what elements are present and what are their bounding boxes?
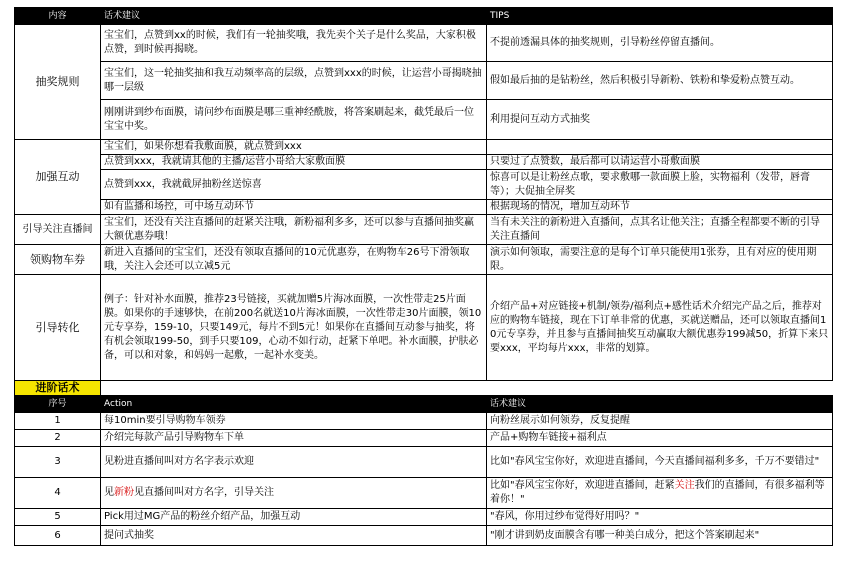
script-text: 我们的直播间，有很多福利等着你！" — [490, 480, 825, 505]
script-cell: 点赞到xxx，我就请其他的主播/运营小哥给大家敷面膜 — [101, 155, 487, 170]
category-conversion: 引导转化 — [15, 275, 101, 381]
advanced-script-cell: 向粉丝展示如何领券，反复提醒 — [487, 413, 833, 430]
table-row — [15, 509, 833, 526]
script-cell: 新进入直播间的宝宝们，还没有领取直播间的10元优惠券，在购物车26号下滑领取哦，关注入会还可以立减5元 — [101, 245, 487, 275]
table-row — [15, 245, 833, 275]
tip-cell: 只要过了点赞数，最后都可以请运营小哥敷面膜 — [487, 155, 833, 170]
table-row — [15, 155, 833, 170]
table-row — [15, 526, 833, 546]
tip-cell: 演示如何领取，需要注意的是每个订单只能使用1张券，且有对应的使用期限。 — [487, 245, 833, 275]
script-cell: 点赞到xxx，我就截屏抽粉丝送惊喜 — [101, 170, 487, 200]
highlight-new-fans: 新粉 — [114, 487, 134, 498]
category-lottery-rules: 抽奖规则 — [15, 25, 101, 140]
advanced-script-cell: "刚才讲到奶皮面膜含有哪一种美白成分，把这个答案刷起来" — [487, 526, 833, 546]
script-cell: 宝宝们，还没有关注直播间的赶紧关注哦，新粉福利多多，还可以参与直播间抽奖赢大额优惠券哦！ — [101, 215, 487, 245]
header-content: 内容 — [15, 8, 101, 25]
script-cell: 宝宝们，点赞到xx的时候，我们有一轮抽奖哦，我先卖个关子是什么奖品，大家积极点赞，到时候再揭晓。 — [101, 25, 487, 62]
advanced-script-cell: 比如"春风宝宝你好，欢迎进直播间，今天直播间福利多多，千万不要错过" — [487, 447, 833, 478]
table-row — [15, 100, 833, 140]
script-table-sheet — [14, 7, 832, 546]
action-cell — [101, 478, 487, 509]
table-row — [15, 62, 833, 100]
tip-cell: 利用提问互动方式抽奖 — [487, 100, 833, 140]
table-row — [15, 478, 833, 509]
advanced-header-num: 序号 — [15, 396, 101, 413]
action-text: 见直播间叫对方名字，引导关注 — [134, 487, 274, 498]
table-row — [15, 447, 833, 478]
script-text: 比如"春风宝宝你好，欢迎进直播间，赶紧 — [490, 480, 675, 491]
header-script: 话术建议 — [101, 8, 487, 25]
action-cell: 见粉进直播间叫对方名字表示欢迎 — [101, 447, 487, 478]
advanced-title-row — [15, 381, 833, 396]
header-tips: TIPS — [487, 8, 833, 25]
advanced-script-cell: 产品+购物车链接+福利点 — [487, 430, 833, 447]
script-cell: 宝宝们，如果你想看我敷面膜，就点赞到xxx — [101, 140, 487, 155]
tip-cell: 惊喜可以是让粉丝点歌，要求敷哪一款面膜上脸，实物福利（发带，唇膏等）；大促抽全屏奖 — [487, 170, 833, 200]
row-number: 3 — [15, 447, 101, 478]
script-cell: 刚刚讲到纱布面膜，请问纱布面膜是哪三重神经酰胺，将答案刷起来，截凭最后一位宝宝中奖。 — [101, 100, 487, 140]
row-number: 1 — [15, 413, 101, 430]
advanced-script-cell: "春风，你用过纱布觉得好用吗？" — [487, 509, 833, 526]
action-cell: 介绍完每款产品引导购物车下单 — [101, 430, 487, 447]
tip-cell: 根据现场的情况，增加互动环节 — [487, 200, 833, 215]
action-text: 见 — [104, 487, 114, 498]
category-coupon: 领购物车券 — [15, 245, 101, 275]
table-row — [15, 275, 833, 381]
action-cell: Pick用过MG产品的粉丝介绍产品，加强互动 — [101, 509, 487, 526]
tip-cell: 当有未关注的新粉进入直播间，点其名让他关注；直播全程都要不断的引导关注直播间 — [487, 215, 833, 245]
table-row — [15, 200, 833, 215]
action-cell: 每10min要引导购物车领券 — [101, 413, 487, 430]
table-row — [15, 413, 833, 430]
script-cell: 例子：针对补水面膜，推荐23号链接，买就加赠5片海冰面膜，一次性带走25片面膜。如果你的手速够快，在前200名就送10片海冰面膜，一次性带走30片面膜，领10元专享券，159-10，只要149元，每片不到5元！如果你在直播间互动参与抽奖，将有机会领取199-50，到手只要109，心动不如行动，赶紧下单吧。补水面膜，护肤必备，可以和对象，和妈妈一起敷，一起补水变美。 — [101, 275, 487, 381]
tip-cell: 假如最后抽的是钻粉丝，然后积极引导新粉、铁粉和挚爱粉点赞互动。 — [487, 62, 833, 100]
script-cell: 如有监播和场控，可中场互动环节 — [101, 200, 487, 215]
row-number: 5 — [15, 509, 101, 526]
highlight-follow: 关注 — [674, 480, 695, 491]
table-row — [15, 25, 833, 62]
category-follow: 引导关注直播间 — [15, 215, 101, 245]
row-number: 4 — [15, 478, 101, 509]
advanced-header-script: 话术建议 — [487, 396, 833, 413]
advanced-header-row — [15, 396, 833, 413]
tip-cell — [487, 140, 833, 155]
row-number: 6 — [15, 526, 101, 546]
advanced-script-cell — [487, 478, 833, 509]
script-table — [14, 7, 833, 546]
script-cell: 宝宝们，这一轮抽奖抽和我互动频率高的层级，点赞到xxx的时候，让运营小哥揭晓抽哪一层级 — [101, 62, 487, 100]
table-row — [15, 140, 833, 155]
row-number: 2 — [15, 430, 101, 447]
header-row — [15, 8, 833, 25]
category-interaction: 加强互动 — [15, 140, 101, 215]
table-row — [15, 170, 833, 200]
table-row — [15, 215, 833, 245]
tip-cell: 介绍产品+对应链接+机制/领券/福利点+感性话术介绍完产品之后，推荐对应的购物车链接，现在下订单非常的优惠，买就送赠品，还可以领取直播间10元专享券，并且参与直播间抽奖互动赢取大额优惠券199减50，折算下来只要xxx，平均每片xxx，非常的划算。 — [487, 275, 833, 381]
table-row — [15, 430, 833, 447]
tip-cell: 不提前透漏具体的抽奖规则，引导粉丝停留直播间。 — [487, 25, 833, 62]
advanced-header-action: Action — [101, 396, 487, 413]
advanced-title: 进阶话术 — [15, 381, 101, 396]
action-cell: 提问式抽奖 — [101, 526, 487, 546]
